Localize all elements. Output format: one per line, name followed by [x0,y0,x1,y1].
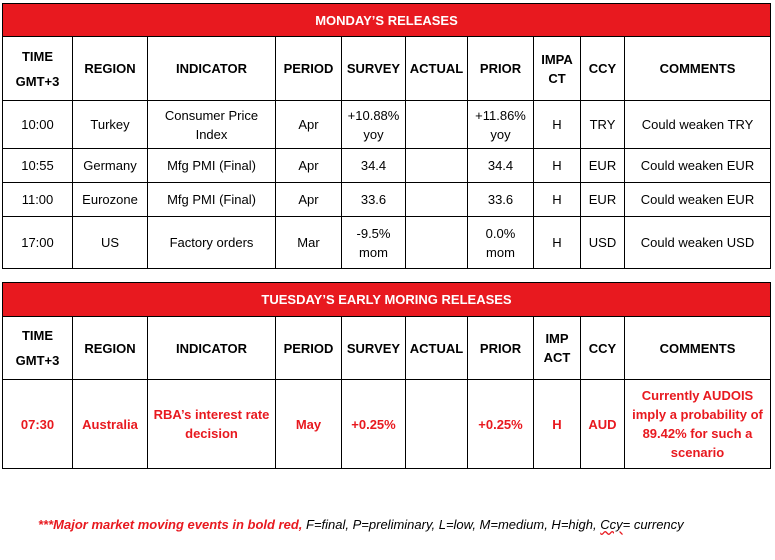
monday-releases-table [2,3,771,269]
cell-prior: +11.86% yoy [468,101,534,149]
cell-region: Eurozone [73,183,148,217]
header-ccy: CCY [581,317,625,380]
header-survey: SURVEY [342,37,406,101]
cell-ccy: EUR [581,149,625,183]
cell-impact: H [534,380,581,469]
cell-time: 10:00 [3,101,73,149]
cell-impact: H [534,183,581,217]
cell-survey: +0.25% [342,380,406,469]
footnote-tail: = currency [622,517,684,532]
cell-period: Mar [276,217,342,269]
footnote-highlight: ***Major market moving events in bold red, [38,517,303,532]
cell-actual [406,380,468,469]
cell-indicator: Factory orders [148,217,276,269]
cell-period: Apr [276,101,342,149]
cell-comments: Currently AUDOIS imply a probability of 89.42% for such a scenario [625,380,771,469]
cell-actual [406,217,468,269]
table-row [3,380,771,469]
monday-header-row [3,37,771,101]
cell-time: 10:55 [3,149,73,183]
monday-banner: MONDAY’S RELEASES [3,4,771,37]
cell-indicator: RBA’s interest rate decision [148,380,276,469]
footnote-text: F=final, P=preliminary, L=low, M=medium, H=high, [302,517,601,532]
header-time: TIME GMT+3 [3,317,73,380]
cell-impact: H [534,149,581,183]
cell-survey: 34.4 [342,149,406,183]
header-comments: COMMENTS [625,317,771,380]
cell-period: Apr [276,183,342,217]
cell-ccy: AUD [581,380,625,469]
table-row [3,149,771,183]
cell-period: Apr [276,149,342,183]
header-region: REGION [73,37,148,101]
cell-survey: +10.88% yoy [342,101,406,149]
cell-ccy: EUR [581,183,625,217]
cell-indicator: Mfg PMI (Final) [148,183,276,217]
header-prior: PRIOR [468,317,534,380]
header-prior: PRIOR [468,37,534,101]
cell-time: 07:30 [3,380,73,469]
header-period: PERIOD [276,37,342,101]
cell-ccy: TRY [581,101,625,149]
header-time: TIME GMT+3 [3,37,73,101]
table-row [3,101,771,149]
tuesday-header-row [3,317,771,380]
cell-impact: H [534,217,581,269]
cell-indicator: Mfg PMI (Final) [148,149,276,183]
cell-comments: Could weaken TRY [625,101,771,149]
cell-region: Turkey [73,101,148,149]
cell-prior: 0.0% mom [468,217,534,269]
header-actual: ACTUAL [406,317,468,380]
cell-actual [406,101,468,149]
header-period: PERIOD [276,317,342,380]
header-actual: ACTUAL [406,37,468,101]
cell-prior: 33.6 [468,183,534,217]
header-comments: COMMENTS [625,37,771,101]
cell-region: US [73,217,148,269]
header-survey: SURVEY [342,317,406,380]
cell-time: 17:00 [3,217,73,269]
cell-indicator: Consumer Price Index [148,101,276,149]
header-indicator: INDICATOR [148,317,276,380]
cell-survey: -9.5% mom [342,217,406,269]
cell-time: 11:00 [3,183,73,217]
footnote-legend [38,514,738,535]
cell-prior: +0.25% [468,380,534,469]
cell-comments: Could weaken EUR [625,183,771,217]
footnote-ccy-word: Ccy [600,517,623,532]
table-row [3,217,771,269]
header-impact: IMPA CT [534,37,581,101]
tuesday-releases-table [2,282,771,469]
tuesday-banner: TUESDAY’S EARLY MORING RELEASES [3,283,771,317]
cell-actual [406,149,468,183]
cell-region: Australia [73,380,148,469]
table-row [3,183,771,217]
cell-impact: H [534,101,581,149]
header-indicator: INDICATOR [148,37,276,101]
cell-period: May [276,380,342,469]
cell-prior: 34.4 [468,149,534,183]
header-region: REGION [73,317,148,380]
header-ccy: CCY [581,37,625,101]
cell-comments: Could weaken USD [625,217,771,269]
cell-region: Germany [73,149,148,183]
header-impact: IMP ACT [534,317,581,380]
cell-comments: Could weaken EUR [625,149,771,183]
cell-survey: 33.6 [342,183,406,217]
cell-actual [406,183,468,217]
cell-ccy: USD [581,217,625,269]
